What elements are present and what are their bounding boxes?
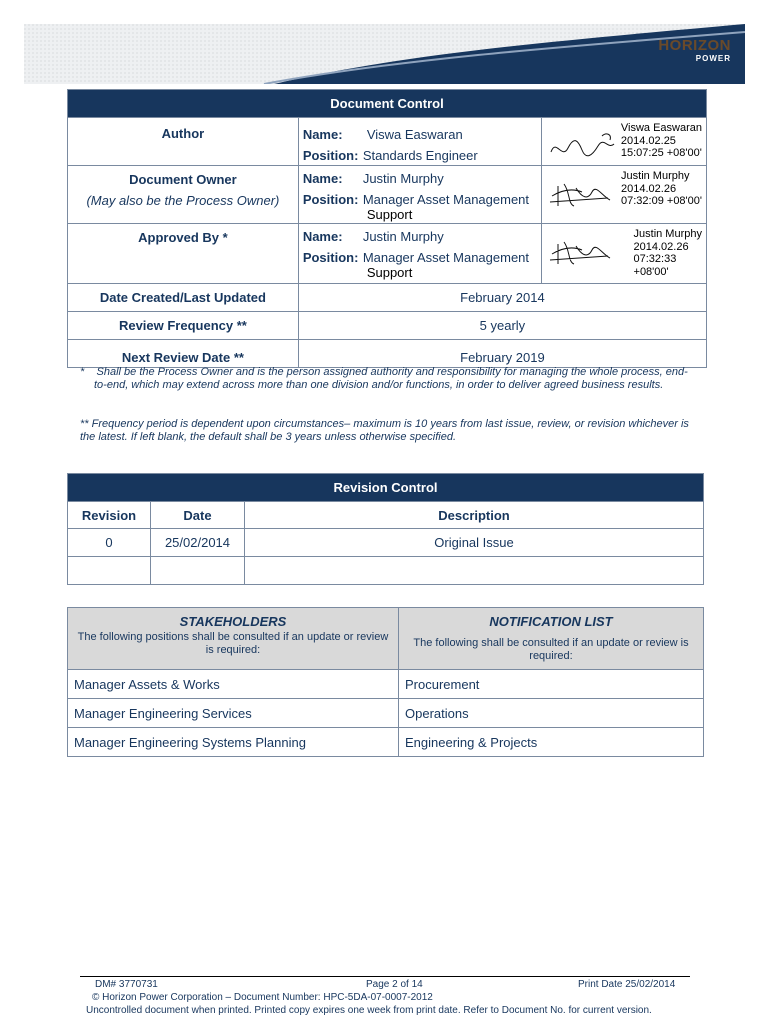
- author-label: Author: [68, 118, 299, 166]
- approved-label: Approved By *: [68, 224, 299, 284]
- approved-position-2: Support: [366, 265, 413, 280]
- footer-rule: [80, 976, 690, 977]
- stakeholders-title: STAKEHOLDERS: [179, 614, 287, 629]
- revision-control-title: Revision Control: [68, 474, 704, 502]
- owner-position-2: Support: [366, 207, 413, 222]
- date-created-value: February 2014: [298, 284, 706, 312]
- date-header: Date: [151, 502, 245, 529]
- revision-cell: [68, 557, 151, 585]
- stakeholders-table: [67, 607, 704, 757]
- description-cell: Original Issue: [245, 529, 704, 557]
- revision-header: Revision: [68, 502, 151, 529]
- author-name-label: Name:: [302, 127, 343, 142]
- owner-sublabel: (May also be the Process Owner): [86, 193, 280, 208]
- date-created-label: Date Created/Last Updated: [68, 284, 299, 312]
- revision-control-table: [67, 473, 704, 585]
- horizon-power-logo: HORIZON POWER: [658, 37, 731, 63]
- approved-sig-line-3: 07:32:33: [633, 253, 677, 265]
- author-position-label: Position:: [302, 148, 359, 163]
- note-frequency: ** Frequency period is dependent upon circumstances– maximum is 10 years from last issue, review, or revision whichever is the latest. If left blank, the default shall be 3 years unless otherwise specified.: [80, 418, 689, 443]
- table-row: [68, 529, 704, 557]
- notification-item: Procurement: [399, 670, 704, 699]
- owner-sig-line-3: 07:32:09 +08'00': [621, 195, 702, 207]
- author-name: Viswa Easwaran: [366, 127, 463, 142]
- footer-print-date: Print Date 25/02/2014: [578, 979, 676, 990]
- revision-cell: 0: [68, 529, 151, 557]
- approved-sig-line-1: Justin Murphy: [633, 228, 702, 240]
- author-signature: [542, 118, 707, 166]
- stakeholder-item: Manager Engineering Systems Planning: [68, 728, 399, 757]
- notification-item: Operations: [399, 699, 704, 728]
- owner-sig-line-1: Justin Murphy: [621, 170, 690, 182]
- signature-icon: [548, 236, 623, 271]
- table-row: [68, 699, 704, 728]
- approved-position-label: Position:: [302, 250, 359, 265]
- approved-sig-line-2: 2014.02.26: [633, 240, 689, 253]
- date-cell: [151, 557, 245, 585]
- approved-name-label: Name:: [302, 229, 343, 244]
- owner-label: Document Owner: [129, 172, 237, 187]
- date-cell: 25/02/2014: [151, 529, 245, 557]
- next-review-value: February 2019: [298, 340, 706, 368]
- signature-icon: [548, 130, 623, 165]
- footer-copyright: © Horizon Power Corporation – Document Number: HPC-5DA-07-0007-2012: [92, 992, 433, 1003]
- description-header: Description: [245, 502, 704, 529]
- author-sig-line-2: 2014.02.25: [620, 134, 676, 147]
- header-banner: [24, 24, 745, 84]
- signature-icon: [548, 178, 623, 213]
- owner-position: Manager Asset Management: [362, 192, 530, 207]
- footer-dm: DM# 3770731: [95, 979, 158, 990]
- document-control-title: Document Control: [68, 90, 707, 118]
- table-row: [68, 557, 704, 585]
- author-sig-line-3: 15:07:25 +08'00': [620, 147, 702, 159]
- owner-name-label: Name:: [302, 171, 343, 186]
- approved-position: Manager Asset Management: [362, 250, 530, 265]
- review-frequency-value: 5 yearly: [298, 312, 706, 340]
- approved-sig-line-4: +08'00': [633, 265, 669, 278]
- table-row: [68, 728, 704, 757]
- owner-position-label: Position:: [302, 192, 359, 207]
- next-review-label: Next Review Date **: [68, 340, 299, 368]
- description-cell: [245, 557, 704, 585]
- footer-page: Page 2 of 14: [366, 979, 423, 990]
- stakeholder-item: Manager Assets & Works: [68, 670, 399, 699]
- author-sig-line-1: Viswa Easwaran: [620, 122, 702, 134]
- owner-name: Justin Murphy: [362, 171, 444, 186]
- owner-signature: [542, 166, 707, 224]
- notification-desc: The following shall be consulted if an update or review is required:: [413, 637, 689, 662]
- note-process-owner-text: Shall be the Process Owner and is the person assigned authority and responsibility for managing the whole process, end-to-end, which may extend across more than one division and/or functions, in order to deliver agreed business results.: [94, 366, 688, 391]
- stakeholder-item: Manager Engineering Services: [68, 699, 399, 728]
- owner-sig-line-2: 2014.02.26: [621, 182, 677, 195]
- stakeholders-desc: The following positions shall be consulted if an update or review is required:: [77, 631, 389, 656]
- author-position: Standards Engineer: [362, 148, 478, 163]
- table-row: [68, 670, 704, 699]
- approved-name: Justin Murphy: [362, 229, 444, 244]
- document-control-table: [67, 89, 707, 368]
- notification-title: NOTIFICATION LIST: [489, 614, 613, 629]
- review-frequency-label: Review Frequency **: [68, 312, 299, 340]
- approved-signature: [542, 224, 707, 284]
- note-star: *: [80, 366, 85, 378]
- notification-item: Engineering & Projects: [399, 728, 704, 757]
- footer-uncontrolled: Uncontrolled document when printed. Printed copy expires one week from print date. Refer to Document No. for current version.: [86, 1005, 652, 1016]
- note-process-owner: [80, 366, 690, 392]
